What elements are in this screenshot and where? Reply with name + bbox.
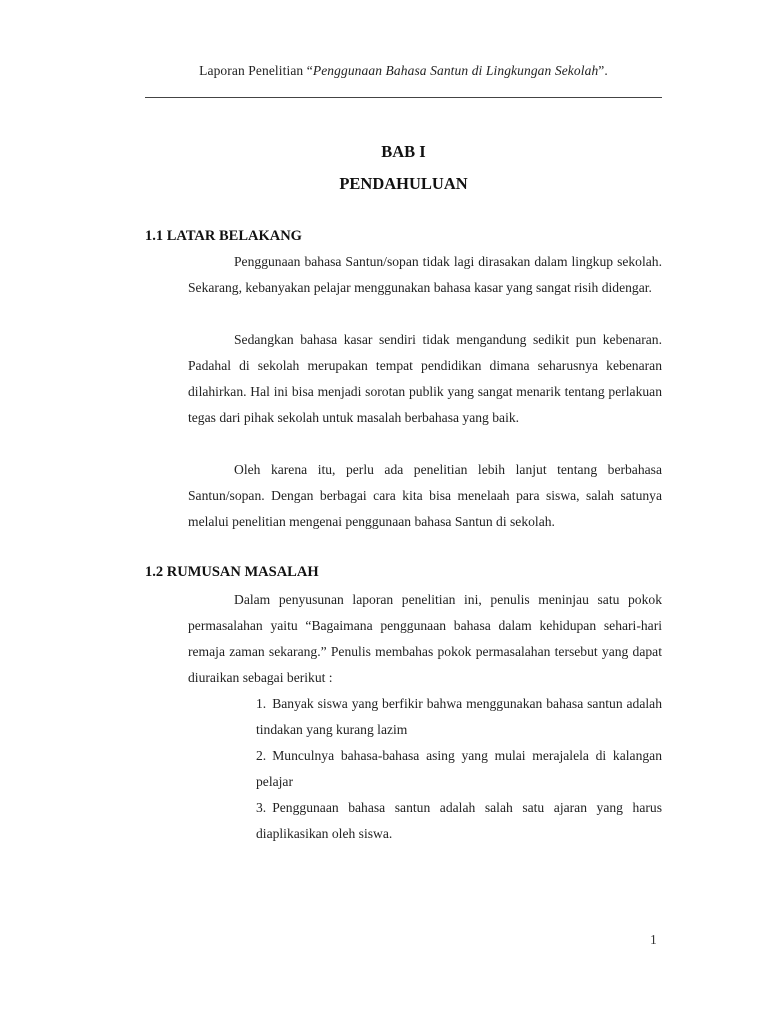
list-item-text: Munculnya bahasa-bahasa asing yang mulai merajalela di kalangan pelajar [256, 748, 662, 789]
chapter-title: PENDAHULUAN [339, 174, 468, 193]
paragraph: Sedangkan bahasa kasar sendiri tidak mengandung sedikit pun kebenaran. Padahal di sekolah merupakan tempat pendidikan dimana seharusnya kebenaran dilahirkan. Hal ini bisa menjadi sorotan publik yang sangat menarik tentang perlakuan tegas dari pihak sekolah untuk masalah berbahasa yang baik. [188, 332, 662, 425]
paragraph: Penggunaan bahasa Santun/sopan tidak lagi dirasakan dalam lingkup sekolah. Sekarang, kebanyakan pelajar menggunakan bahasa kasar yang sangat risih didengar. [188, 254, 662, 295]
header-suffix: ”. [598, 63, 608, 78]
list-item-text: Banyak siswa yang berfikir bahwa menggunakan bahasa santun adalah tindakan yang kurang lazim [256, 696, 662, 737]
list-item [256, 795, 662, 847]
section-heading-latar-belakang: 1.1 LATAR BELAKANG [145, 228, 302, 244]
list-item [256, 691, 662, 743]
header-title: Penggunaan Bahasa Santun di Lingkungan Sekolah [312, 63, 599, 78]
header-divider [145, 97, 662, 98]
page-number: 1 [650, 932, 657, 947]
section-heading-rumusan-masalah: 1.2 RUMUSAN MASALAH [145, 564, 319, 580]
problem-list [256, 691, 662, 847]
list-item-number: 1. [256, 696, 267, 711]
list-item-number: 3. [256, 800, 267, 815]
chapter-number: BAB I [381, 142, 426, 161]
list-item-text: Penggunaan bahasa santun adalah salah satu ajaran yang harus diaplikasikan oleh siswa. [256, 800, 662, 841]
paragraph: Dalam penyusunan laporan penelitian ini, penulis meninjau satu pokok permasalahan yaitu “Bagaimana penggunaan bahasa dalam kehidupan sehari-hari remaja zaman sekarang.” Penulis membahas pokok permasalahan tersebut yang dapat diuraikan sebagai berikut : [188, 592, 662, 685]
running-header [145, 63, 662, 79]
header-prefix: Laporan Penelitian “ [199, 63, 313, 78]
paragraph: Oleh karena itu, perlu ada penelitian lebih lanjut tentang berbahasa Santun/sopan. Dengan berbagai cara kita bisa menelaah para siswa, salah satunya melalui penelitian mengenai penggunaan bahasa Santun di sekolah. [188, 462, 662, 529]
list-item [256, 743, 662, 795]
list-item-number: 2. [256, 748, 267, 763]
